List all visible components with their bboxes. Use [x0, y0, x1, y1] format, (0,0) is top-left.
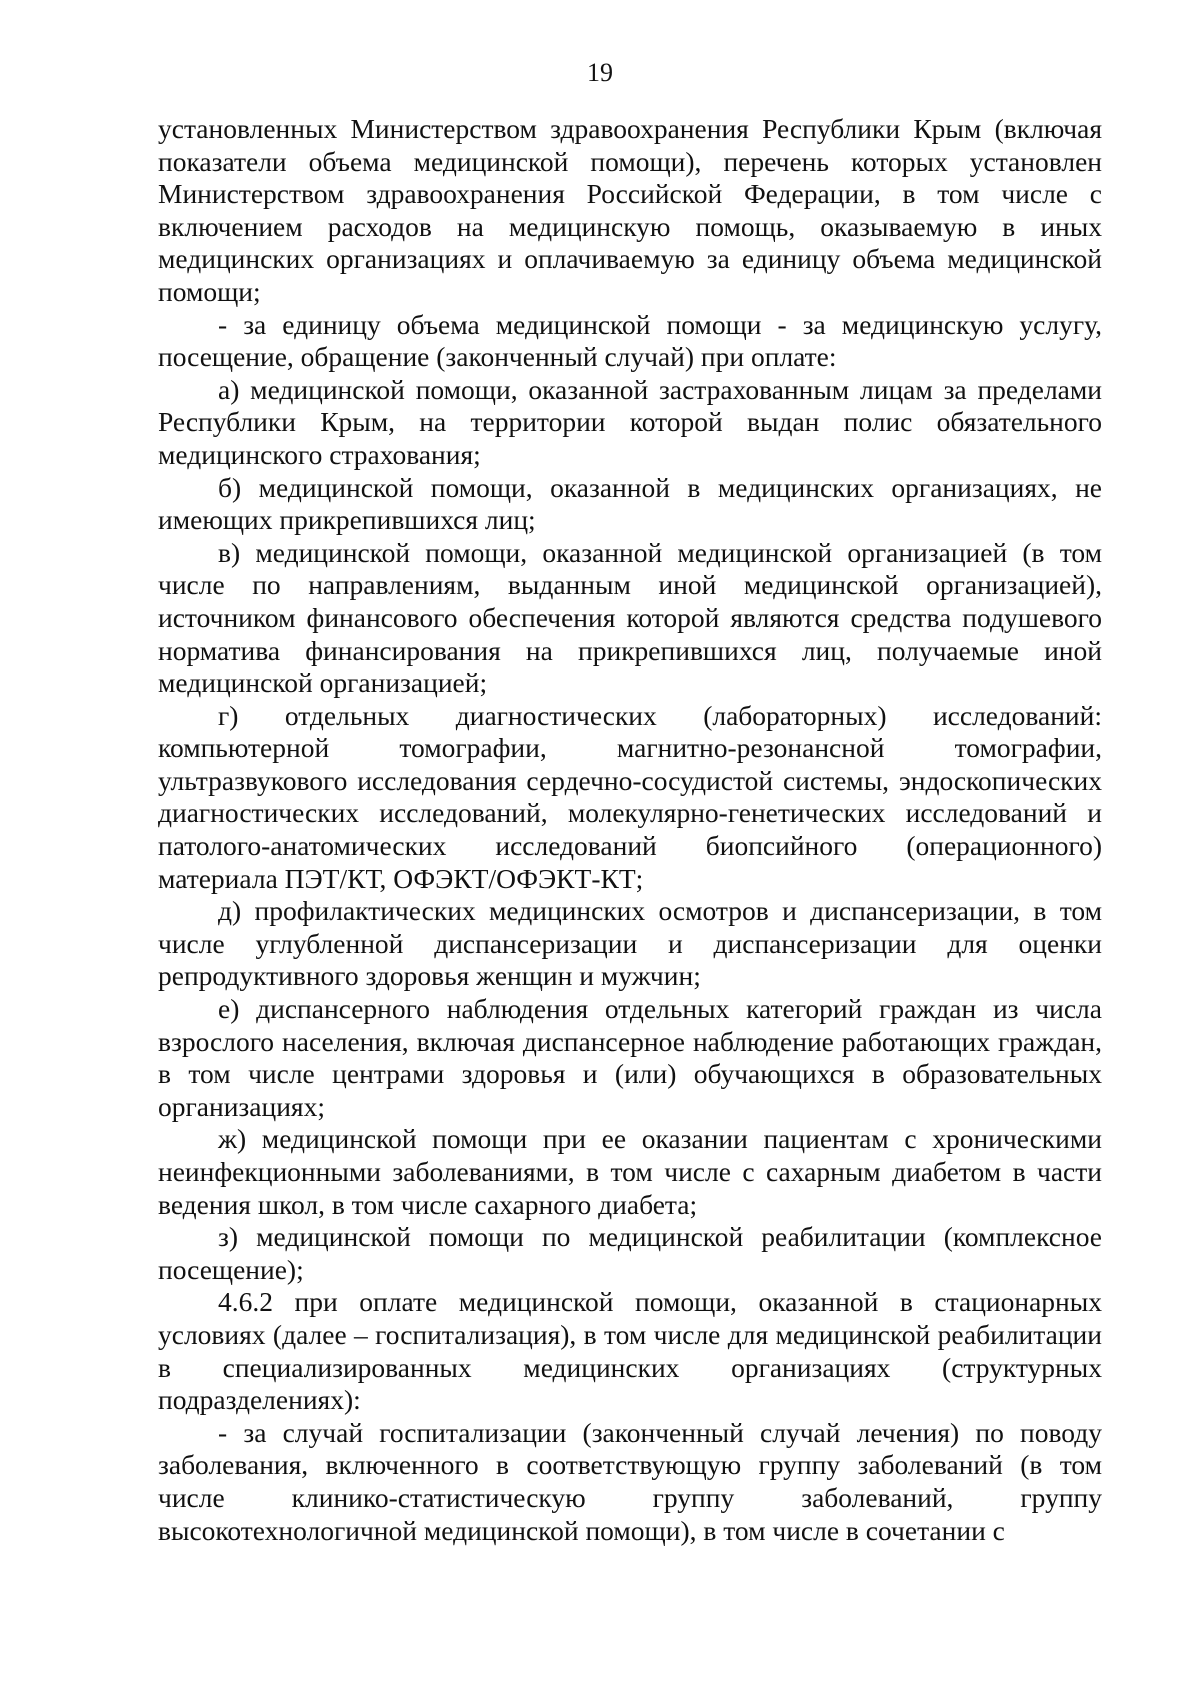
paragraph-item-zh: ж) медицинской помощи при ее оказании пациентам с хроническими неинфекционными заболеваниями, в том числе с сахарным диабетом в части ведения школ, в том числе сахарного диабета;	[158, 1123, 1102, 1220]
paragraph-item-b: б) медицинской помощи, оказанной в медицинских организациях, не имеющих прикрепившихся лиц;	[158, 471, 1102, 536]
page-number: 19	[587, 58, 613, 87]
paragraph-section-4-6-2: 4.6.2 при оплате медицинской помощи, оказанной в стационарных условиях (далее – госпитализация), в том числе для медицинской реабилитации в специализированных медицинских организациях (структурных подразделениях):	[158, 1286, 1102, 1416]
paragraph-item-e: е) диспансерного наблюдения отдельных категорий граждан из числа взрослого населения, включая диспансерное наблюдение работающих граждан, в том числе центрами здоровья и (или) обучающихся в образовательных организациях;	[158, 993, 1102, 1122]
paragraph-item-g: г) отдельных диагностических (лабораторных) исследований: компьютерной томографии, магнитно-резонансной томографии, ультразвукового исследования сердечно-сосудистой системы, эндоскопических диагностических исследований, молекулярно-генетических исследований и патолого-анатомических исследований биопсийного (операционного) материала ПЭТ/КТ, ОФЭКТ/ОФЭКТ-КТ;	[158, 699, 1102, 894]
paragraph-item-v: в) медицинской помощи, оказанной медицинской организацией (в том числе по направлениям, выданным иной медицинской организацией), источником финансового обеспечения которой являются средства подушевого норматива финансирования на прикрепившихся лиц, получаемые иной медицинской организацией;	[158, 536, 1102, 699]
paragraph-continuation: установленных Министерством здравоохранения Республики Крым (включая показатели объема медицинской помощи), перечень которых установлен Министерством здравоохранения Российской Федерации, в том числе с включением расходов на медицинскую помощь, оказываемую в иных медицинских организациях и оплачиваемую за единицу объема медицинской помощи;	[158, 113, 1102, 307]
paragraph-hospitalization-case: - за случай госпитализации (законченный случай лечения) по поводу заболевания, включенного в соответствующую группу заболеваний (в том числе клинико-статистическую группу заболеваний, группу высокотехнологичной медицинской помощи), в том числе в сочетании с	[158, 1416, 1102, 1546]
paragraph-item-a: а) медицинской помощи, оказанной застрахованным лицам за пределами Республики Крым, на территории которой выдан полис обязательного медицинского страхования;	[158, 373, 1102, 470]
paragraph-unit-volume: - за единицу объема медицинской помощи - за медицинскую услугу, посещение, обращение (законченный случай) при оплате:	[158, 308, 1102, 373]
paragraph-item-z: з) медицинской помощи по медицинской реабилитации (комплексное посещение);	[158, 1221, 1102, 1285]
paragraph-item-d: д) профилактических медицинских осмотров и диспансеризации, в том числе углубленной диспансеризации и диспансеризации для оценки репродуктивного здоровья женщин и мужчин;	[158, 895, 1102, 992]
document-body	[158, 113, 1102, 1547]
